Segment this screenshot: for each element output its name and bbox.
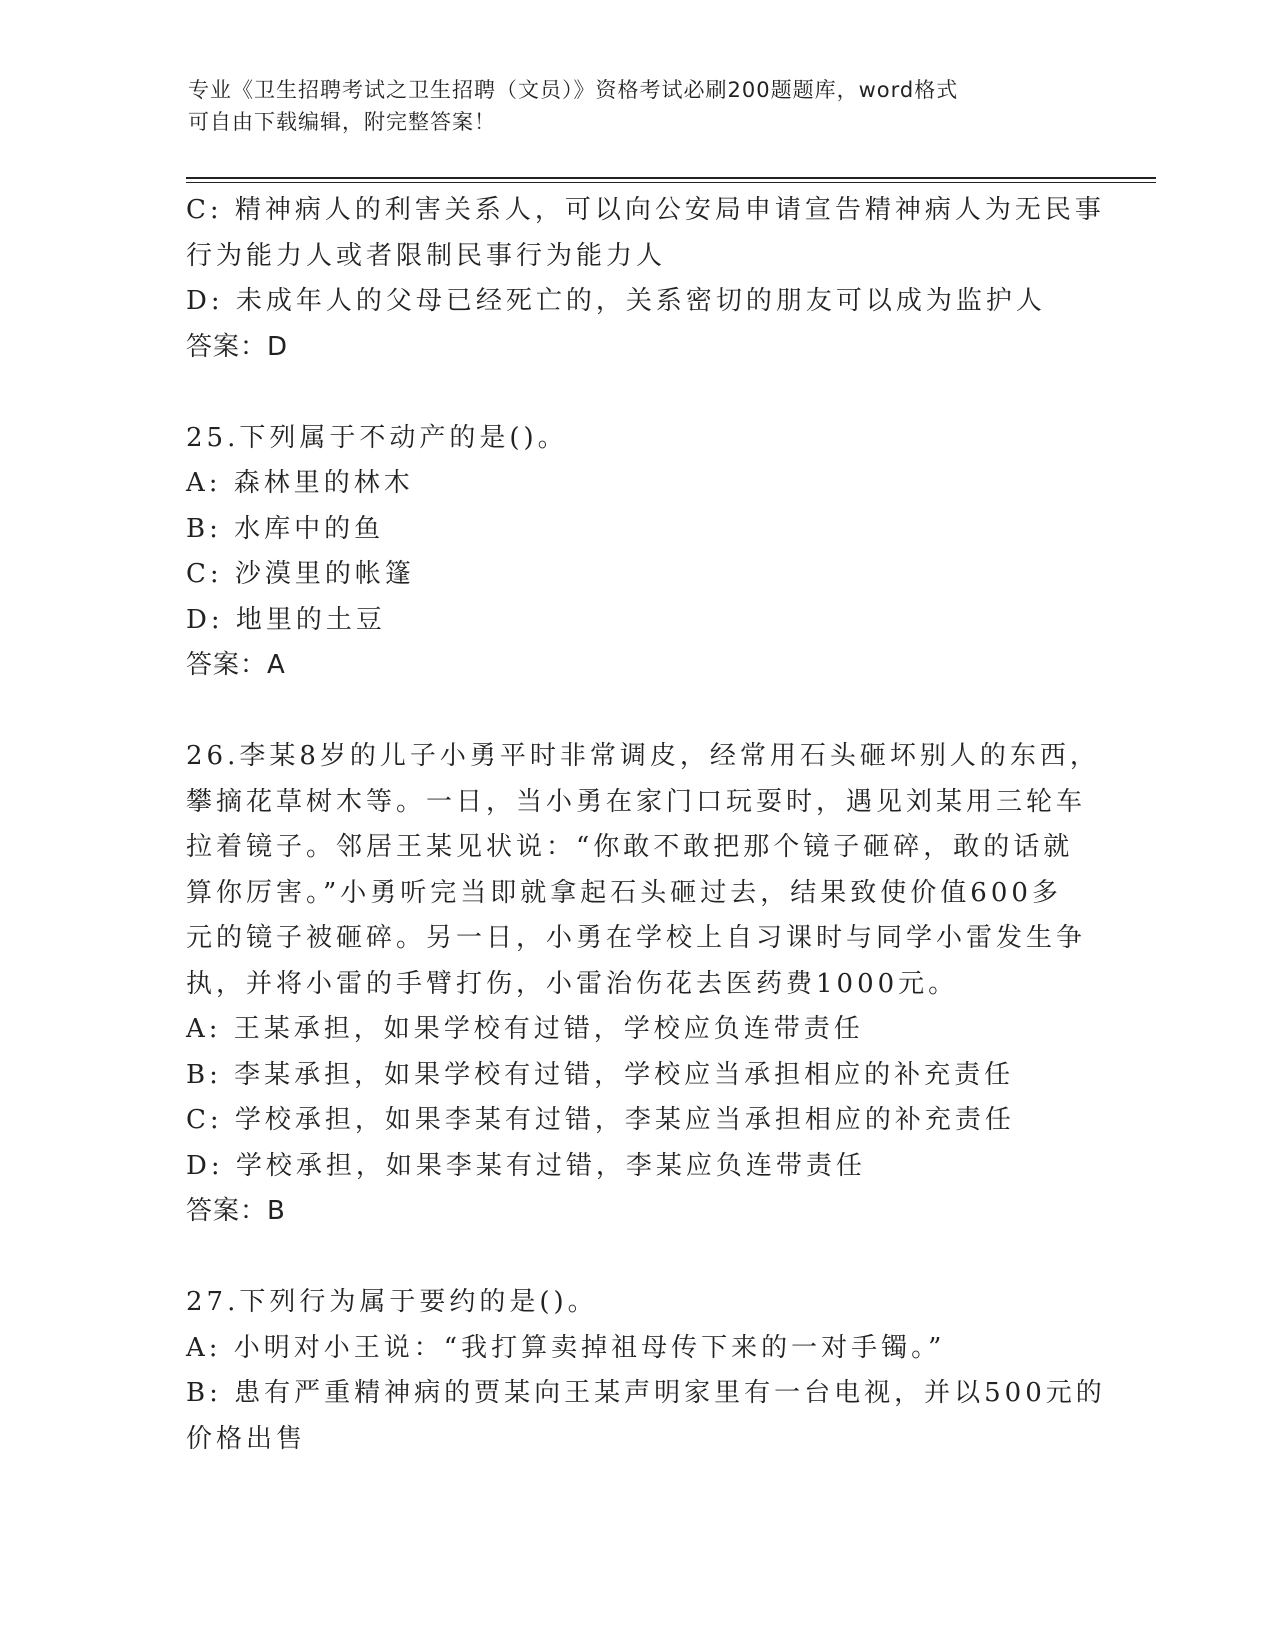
document-body <box>186 188 1106 1462</box>
option-d: D: 学校承担，如果李某有过错，李某应负连带责任 <box>186 1150 866 1181</box>
question-24-tail <box>186 188 1105 370</box>
answer: 答案：B <box>186 1196 286 1226</box>
option-b-continued: 价格出售 <box>186 1423 307 1454</box>
spacer <box>186 370 1086 416</box>
option-b: B: 李某承担，如果学校有过错，学校应当承担相应的补充责任 <box>186 1059 1015 1090</box>
spacer <box>186 689 1086 735</box>
document-header <box>188 74 1088 138</box>
answer: 答案：A <box>186 650 286 680</box>
header-rule-thin <box>186 182 1156 183</box>
answer: 答案：D <box>186 331 289 362</box>
option-a: A: 小明对小王说：“我打算卖掉祖母传下来的一对手镯。” <box>186 1332 946 1363</box>
option-d: D: 地里的土豆 <box>186 604 386 635</box>
question-stem-continued: 算你厉害。”小勇听完当即就拿起石头砸过去，结果致使价值600多 <box>186 877 1062 908</box>
question-stem-continued: 攀摘花草树木等。一日，当小勇在家门口玩耍时，遇见刘某用三轮车 <box>186 786 1087 817</box>
question-stem: 26.李某8岁的儿子小勇平时非常调皮，经常用石头砸坏别人的东西， <box>186 741 1100 771</box>
header-rule-thick <box>186 177 1156 179</box>
question-stem: 27.下列行为属于要约的是()。 <box>186 1287 598 1317</box>
option-d: D: 未成年人的父母已经死亡的，关系密切的朋友可以成为监护人 <box>186 286 1046 316</box>
option-c: C: 精神病人的利害关系人，可以向公安局申请宣告精神病人为无民事 <box>186 195 1105 225</box>
option-c: C: 沙漠里的帐篷 <box>186 559 415 589</box>
question-25 <box>186 416 1086 689</box>
spacer <box>186 1235 1086 1281</box>
option-b: B: 患有严重精神病的贾某向王某声明家里有一台电视，并以500元的 <box>186 1378 1106 1408</box>
question-stem-continued: 拉着镜子。邻居王某见状说：“你敢不敢把那个镜子砸碎，敢的话就 <box>186 832 1074 862</box>
option-c: C: 学校承担，如果李某有过错，李某应当承担相应的补充责任 <box>186 1105 1015 1135</box>
question-stem-continued: 元的镜子被砸碎。另一日，小勇在学校上自习课时与同学小雷发生争 <box>186 923 1087 953</box>
question-27 <box>186 1280 1106 1462</box>
question-26 <box>186 734 1100 1235</box>
option-b: B: 水库中的鱼 <box>186 513 385 544</box>
question-stem: 25.下列属于不动产的是()。 <box>186 422 568 453</box>
option-a: A: 森林里的林木 <box>186 468 414 498</box>
option-c-continued: 行为能力人或者限制民事行为能力人 <box>186 240 667 271</box>
option-a: A: 王某承担，如果学校有过错，学校应负连带责任 <box>186 1014 864 1044</box>
header-line-2: 可自由下载编辑，附完整答案！ <box>188 110 496 134</box>
header-line-1: 专业《卫生招聘考试之卫生招聘（文员）》资格考试必刷200题题库，word格式 <box>188 78 959 102</box>
question-stem-continued: 执，并将小雷的手臂打伤，小雷治伤花去医药费1000元。 <box>186 968 959 999</box>
